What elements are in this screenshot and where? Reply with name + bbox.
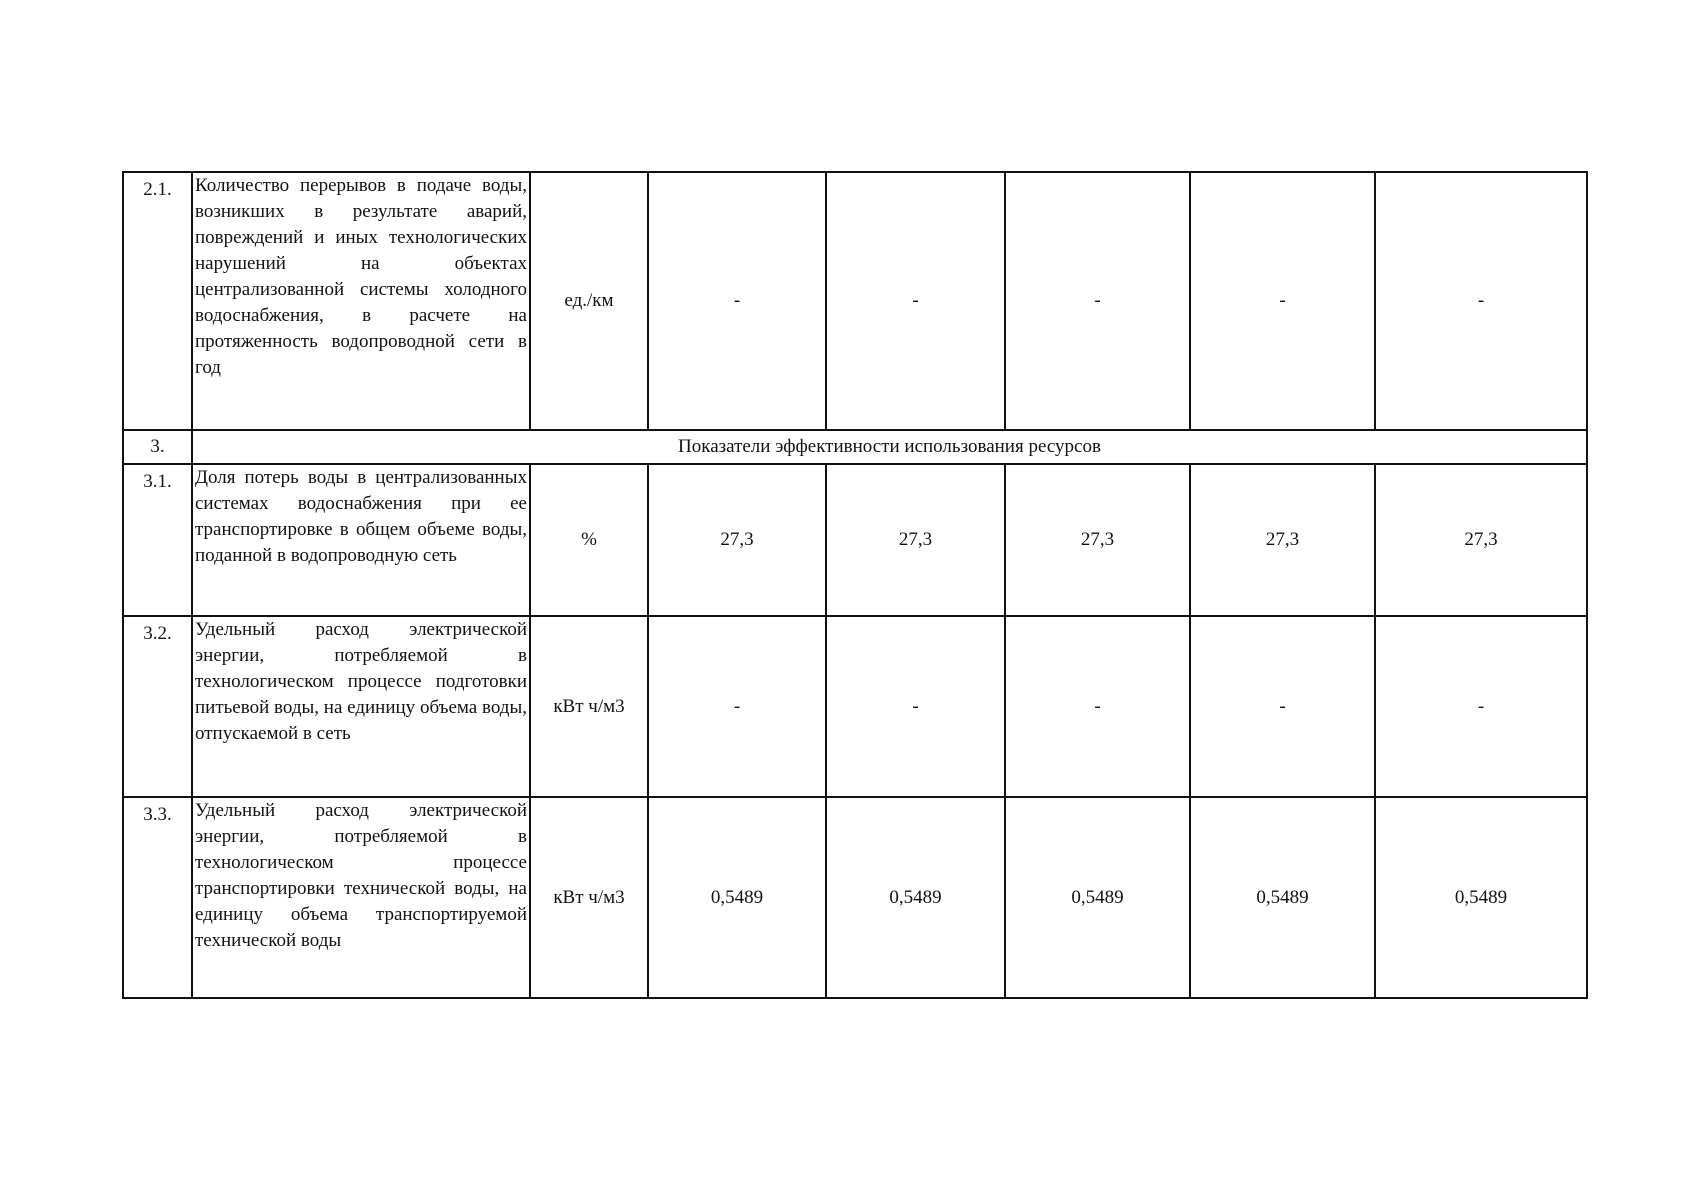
value-cell: - xyxy=(648,616,826,797)
value-cell: 0,5489 xyxy=(1190,797,1375,998)
value-cell: 0,5489 xyxy=(1375,797,1587,998)
unit-cell: % xyxy=(530,464,648,616)
indicator-description: Удельный расход электрической энергии, потребляемой в технологическом процессе транспортировки технической воды, на единицу объема транспортируемой технической воды xyxy=(192,797,530,998)
value-cell: - xyxy=(1005,172,1190,430)
value-cell: 0,5489 xyxy=(1005,797,1190,998)
value-cell: - xyxy=(826,172,1005,430)
unit-cell: кВт ч/м3 xyxy=(530,797,648,998)
value-cell: - xyxy=(1190,616,1375,797)
value-cell: - xyxy=(648,172,826,430)
unit-cell: ед./км xyxy=(530,172,648,430)
value-cell: 27,3 xyxy=(1005,464,1190,616)
value-cell: 27,3 xyxy=(826,464,1005,616)
value-cell: 27,3 xyxy=(1375,464,1587,616)
table-row xyxy=(123,616,1587,797)
section-title: Показатели эффективности использования ресурсов xyxy=(192,430,1587,464)
table-row xyxy=(123,172,1587,430)
row-number: 2.1. xyxy=(123,172,192,430)
value-cell: 27,3 xyxy=(1190,464,1375,616)
value-cell: 0,5489 xyxy=(826,797,1005,998)
indicator-description: Количество перерывов в подаче воды, возникших в результате аварий, повреждений и иных технологических нарушений на объектах централизованной системы холодного водоснабжения, в расчете на протяженность водопроводной сети в год xyxy=(192,172,530,430)
value-cell: - xyxy=(826,616,1005,797)
unit-cell: кВт ч/м3 xyxy=(530,616,648,797)
row-number: 3. xyxy=(123,430,192,464)
table-row xyxy=(123,797,1587,998)
indicator-description: Удельный расход электрической энергии, потребляемой в технологическом процессе подготовки питьевой воды, на единицу объема воды, отпускаемой в сеть xyxy=(192,616,530,797)
value-cell: - xyxy=(1375,616,1587,797)
indicator-description: Доля потерь воды в централизованных системах водоснабжения при ее транспортировке в общем объеме воды, поданной в водопроводную сеть xyxy=(192,464,530,616)
indicators-table xyxy=(122,171,1588,999)
value-cell: - xyxy=(1375,172,1587,430)
value-cell: 27,3 xyxy=(648,464,826,616)
row-number: 3.2. xyxy=(123,616,192,797)
table-row xyxy=(123,464,1587,616)
row-number: 3.1. xyxy=(123,464,192,616)
value-cell: 0,5489 xyxy=(648,797,826,998)
row-number: 3.3. xyxy=(123,797,192,998)
value-cell: - xyxy=(1190,172,1375,430)
section-row xyxy=(123,430,1587,464)
value-cell: - xyxy=(1005,616,1190,797)
